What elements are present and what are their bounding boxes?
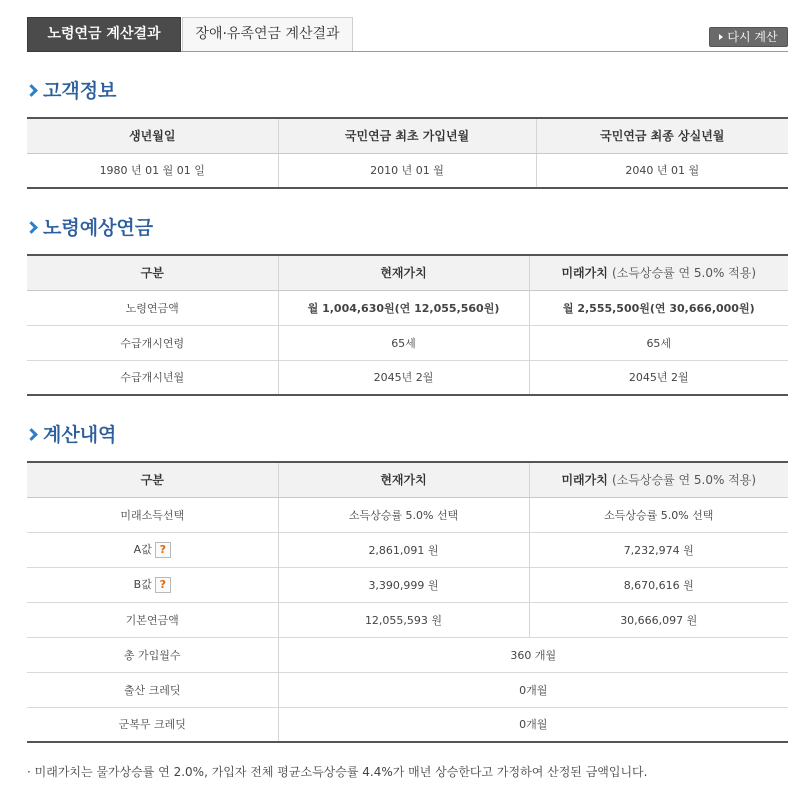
header-future-value — [529, 255, 788, 290]
row-label: 군복무 크레딧 — [118, 718, 186, 732]
military-credit-value: 0개월 — [278, 707, 788, 742]
total-months-value: 360 개월 — [278, 637, 788, 672]
table-row — [27, 672, 788, 707]
table-row — [27, 637, 788, 672]
footnote: · 미래가치는 물가상승률 연 2.0%, 가입자 전체 평균소득상승률 4.4%가 매년 상승한다고 가정하여 산정된 금액입니다. — [27, 765, 648, 779]
start-age-future: 65세 — [529, 325, 788, 360]
header-category: 구분 — [27, 255, 278, 290]
table-row — [27, 602, 788, 637]
tab-disability-survivor-result[interactable]: 장애·유족연금 계산결과 — [182, 17, 353, 51]
table-row — [27, 707, 788, 742]
header-current-value: 현재가치 — [278, 462, 529, 497]
expected-pension-table — [27, 254, 788, 396]
a-value-label: A값 — [133, 543, 152, 556]
table-row — [27, 532, 788, 567]
row-label: 기본연금액 — [27, 602, 278, 637]
customer-info-table — [27, 117, 788, 189]
header-future-label: 미래가치 — [561, 473, 608, 488]
b-value-future: 8,670,616 원 — [529, 567, 788, 602]
pension-current-value: 월 1,004,630원(연 12,055,560원) — [278, 290, 529, 325]
table-row — [27, 567, 788, 602]
header-future-sub: (소득상승률 연 5.0% 적용) — [612, 473, 757, 488]
table-row — [27, 153, 788, 188]
customer-info-title — [27, 79, 116, 103]
row-label: 수급개시연령 — [27, 325, 278, 360]
table-row — [27, 290, 788, 325]
start-age-current: 65세 — [278, 325, 529, 360]
birth-credit-value: 0개월 — [278, 672, 788, 707]
start-month-future: 2045년 2월 — [529, 360, 788, 395]
row-label: 노령연금액 — [27, 290, 278, 325]
header-birthdate: 생년월일 — [27, 118, 278, 153]
basic-pension-current: 12,055,593 원 — [278, 602, 529, 637]
chevron-right-icon — [25, 428, 38, 441]
row-label-a — [27, 532, 278, 567]
header-future-label: 미래가치 — [561, 266, 608, 281]
help-icon[interactable]: ? — [155, 542, 171, 558]
tab-old-age-pension-result[interactable]: 노령연금 계산결과 — [27, 17, 181, 52]
row-label: 미래소득선택 — [27, 497, 278, 532]
header-future-value — [529, 462, 788, 497]
chevron-right-icon — [25, 221, 38, 234]
a-value-current: 2,861,091 원 — [278, 532, 529, 567]
chevron-right-icon — [25, 84, 38, 97]
birthdate-value: 1980 년 01 월 01 일 — [99, 164, 205, 178]
income-choice-future: 소득상승률 5.0% 선택 — [529, 497, 788, 532]
recalculate-label: 다시 계산 — [727, 30, 778, 44]
calc-details-title — [27, 423, 116, 447]
last-loss-value: 2040 년 01 월 — [536, 153, 788, 188]
calc-details-table — [27, 461, 788, 743]
row-label: 출산 크레딧 — [27, 672, 278, 707]
header-category: 구분 — [27, 462, 278, 497]
header-future-sub: (소득상승률 연 5.0% 적용) — [612, 266, 757, 281]
b-value-current: 3,390,999 원 — [278, 567, 529, 602]
header-last-loss: 국민연금 최종 상실년월 — [536, 118, 788, 153]
table-row — [27, 360, 788, 395]
row-label-b — [27, 567, 278, 602]
row-label: 수급개시년월 — [120, 371, 185, 385]
customer-info-title-text: 고객정보 — [43, 80, 117, 102]
result-tabs — [27, 17, 788, 52]
table-row — [27, 325, 788, 360]
header-first-join: 국민연금 최초 가입년월 — [278, 118, 536, 153]
start-month-current: 2045년 2월 — [278, 360, 529, 395]
first-join-value: 2010 년 01 월 — [278, 153, 536, 188]
expected-pension-title — [27, 216, 153, 240]
expected-pension-title-text: 노령예상연금 — [43, 217, 154, 239]
table-header-row — [27, 118, 788, 153]
recalculate-button[interactable] — [709, 27, 788, 47]
table-header-row — [27, 462, 788, 497]
income-choice-current: 소득상승률 5.0% 선택 — [278, 497, 529, 532]
help-icon[interactable]: ? — [155, 577, 171, 593]
table-header-row — [27, 255, 788, 290]
a-value-future: 7,232,974 원 — [529, 532, 788, 567]
pension-future-value: 월 2,555,500원(연 30,666,000원) — [529, 290, 788, 325]
b-value-label: B값 — [133, 578, 152, 591]
header-current-value: 현재가치 — [278, 255, 529, 290]
arrow-right-icon — [719, 34, 723, 40]
calc-details-title-text: 계산내역 — [43, 424, 117, 446]
table-row — [27, 497, 788, 532]
row-label: 총 가입월수 — [27, 637, 278, 672]
basic-pension-future: 30,666,097 원 — [529, 602, 788, 637]
